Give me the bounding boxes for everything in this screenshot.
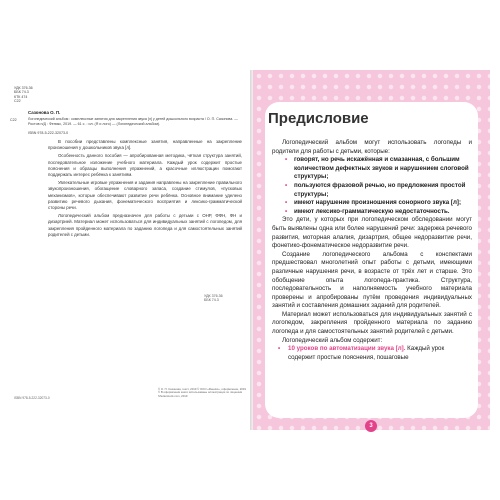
preface-intro: Логопедический альбом могут использовать логопеды и родители для работы с детьми, которые:	[272, 139, 472, 155]
classification-codes	[14, 86, 33, 104]
list-item-text: пользуются фразовой речью, но предложения простой структуры;	[294, 181, 466, 198]
page-title: Предисловие	[268, 110, 369, 127]
isbn-bottom: ISBN 978-5-222-32073-0	[14, 396, 50, 400]
catalog-isbn: ISBN 978-5-222-32073-0	[28, 131, 69, 135]
list-item	[285, 199, 472, 208]
code-line: ББК 74.3	[204, 298, 219, 303]
code-line: УДК 376.36	[204, 294, 223, 298]
code-line: ББК 74.3	[14, 90, 29, 95]
bullet-icon: •	[285, 207, 288, 215]
annotation-paragraph: Логопедический альбом предназначен для работы с детьми с ОНР, ФФН, ФН и дизартрией. Материал может использоваться для индивидуальных занятий с логопедом, для закрепления пройденного материала по заданию логопеда и для самостоятельных занятий родителей с детьми.	[48, 213, 242, 237]
contents-item-text: Каждый урок содержит простые пояснения, пошаговые	[288, 345, 445, 361]
list-item-text: имеют лексико-грамматическую недостаточность.	[294, 207, 450, 215]
list-item-text: говорят, но речь искажённая и смазанная, с большим количеством дефектных звуков и нарушением слоговой структуры;	[294, 156, 469, 181]
preface-paragraph: Материал может использоваться для индивидуальных занятий с логопедом, закрепления пройденного материала по заданию логопеда и для самостоятельных занятий родителей с детьми.	[272, 310, 472, 336]
preface-bullet-list	[272, 156, 472, 216]
contents-item-highlight: 10 уроков по автоматизации звука [л].	[288, 345, 406, 353]
copyright-notice: © О. П. Сазонова, текст, 2019 © ООО «Феникс», оформление, 2019 © В оформлении книги использованы иллюстрации по лицензии Shutterstock.com, 2019	[158, 387, 246, 398]
preface-body	[272, 139, 472, 362]
list-item-text: имеют нарушение произношения сонорного звука [л];	[294, 199, 462, 207]
code-line: УДК 376.36	[14, 86, 33, 90]
annotation-paragraph: В пособии представлены комплексные занятия, направленные на закрепление произношения у дошкольников звука [л].	[48, 139, 242, 151]
bullet-icon: •	[285, 181, 288, 189]
left-page-annotation	[48, 139, 242, 240]
code-line: КТК 474	[14, 94, 28, 99]
code-line: С22	[14, 99, 21, 104]
bullet-icon: •	[278, 345, 281, 353]
annotation-paragraph: Особенность данного пособия — апробированная методика, чёткая структура занятий, последовательное изложение учебного материала. Каждый урок содержит простые пояснения и образцы выполнения упражнений, а красочные иллюстрации помогают поддержать интерес ребёнка к занятиям.	[48, 153, 242, 178]
annotation-paragraph: Увлекательные игровые упражнения и задания направлены на закрепление правильного звукопроизношения, обогащение словарного запаса, создание стимулов, «пусковых механизмов», которые обеспечивают развитие речи ребёнка. Основное внимание уделено развитию речевого дыхания, фонематического восприятия и лексико-грамматической стороны речи.	[48, 180, 242, 211]
page-number: 3	[365, 420, 377, 432]
preface-paragraph: Логопедический альбом содержит:	[282, 336, 383, 344]
list-item	[285, 207, 472, 217]
catalog-description: Логопедический альбом : комплексные занятия для закрепления звука [л] у детей дошкольного возраста / О. П. Сазонова. — Ростов н/Д : Феникс, 2019. — 61 с. : ил. (Я и лого) — (Логопедический альбом).	[28, 117, 238, 126]
bullet-icon: •	[285, 156, 288, 164]
list-item	[285, 156, 472, 182]
list-item	[285, 181, 472, 199]
preface-paragraph: Это дети, у которых при логопедическом обследовании могут быть выявлены одна или более нарушений речи: задержка речевого развития, моторная алалия, дизартрия, общее недоразвитие речи, фонетико-фонематическое недоразвитие речи.	[272, 216, 472, 250]
classification-codes-bottom	[204, 294, 223, 303]
contents-item	[272, 345, 472, 362]
preface-paragraph: Создание логопедического альбома с конспектами предшествовал многолетний опыт работы с детьми, имеющими различные нарушения речи, в возрасте от трёх лет и старше. Это обобщение опыта логопеда-практика. Структура, последовательность и наполняемость учебного материала проверены и апробированы путём проведения индивидуальных занятий и составления домашних заданий для родителей.	[272, 250, 472, 310]
catalog-author: Сазонова О. П.	[28, 110, 61, 115]
bullet-icon: •	[285, 199, 288, 207]
catalog-index: С22	[10, 118, 17, 122]
